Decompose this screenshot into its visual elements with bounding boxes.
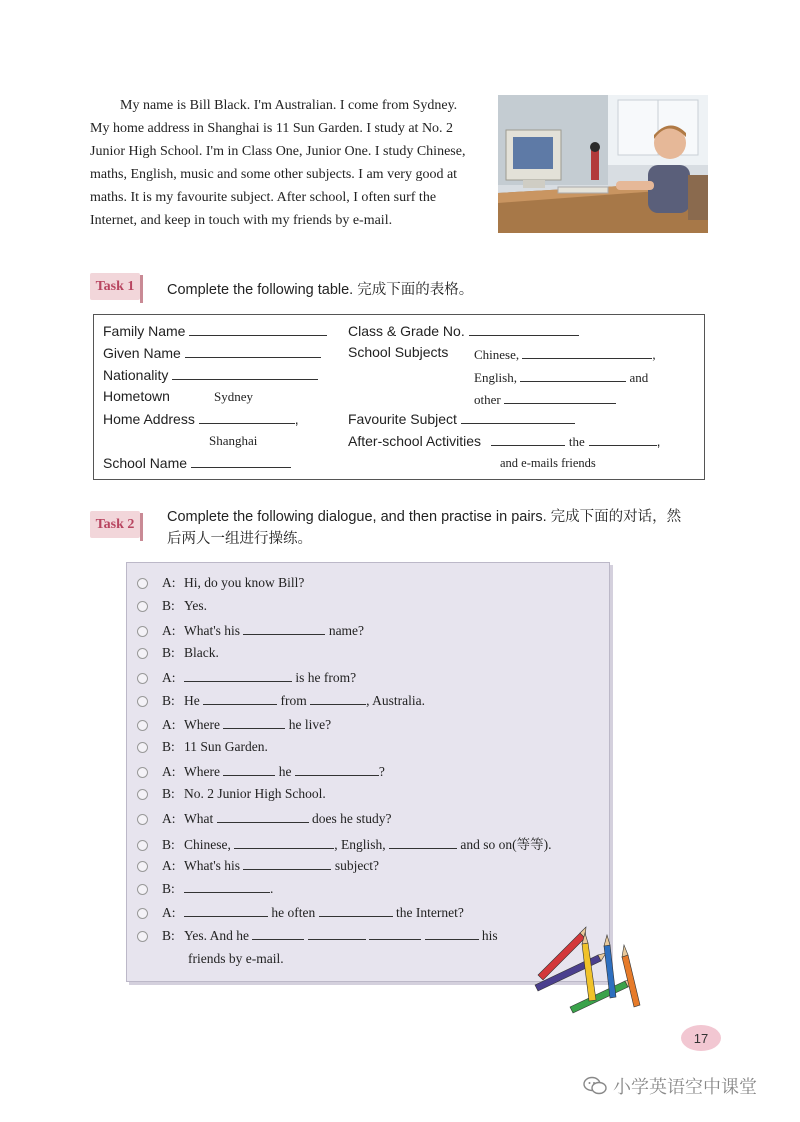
dialogue-text: Chinese, <box>184 837 231 852</box>
nationality-label: Nationality <box>103 367 169 383</box>
answer-blank[interactable] <box>310 692 366 705</box>
subject-chinese: Chinese, <box>474 347 520 362</box>
answer-blank[interactable] <box>234 836 334 849</box>
info-table <box>93 314 705 480</box>
dialogue-line <box>137 880 273 900</box>
boy-at-computer-photo <box>498 95 708 233</box>
dialogue-text: , Australia. <box>366 693 425 708</box>
dialogue-text: from <box>280 693 307 708</box>
dialogue-text: Yes. <box>184 598 208 613</box>
subject-blank-1[interactable] <box>522 345 652 359</box>
family-name-row <box>103 322 327 339</box>
dialogue-line <box>137 763 385 783</box>
answer-blank[interactable] <box>389 836 457 849</box>
intro-paragraph <box>90 94 490 232</box>
after-school-blank-2[interactable] <box>589 432 657 446</box>
bullet-icon <box>137 720 148 731</box>
favourite-subject-blank[interactable] <box>461 410 575 424</box>
answer-blank[interactable] <box>223 763 275 776</box>
speaker: B: <box>162 837 175 852</box>
dialogue-text: What's his <box>184 623 241 638</box>
home-address-blank[interactable] <box>199 410 295 424</box>
dialogue-text: 11 Sun Garden. <box>184 739 268 754</box>
after-the: the <box>568 434 585 449</box>
after-school-blank-1[interactable] <box>491 432 565 446</box>
home-address-row <box>103 410 299 427</box>
dialogue-text: name? <box>328 623 365 638</box>
dialogue-line <box>137 833 552 853</box>
dialogue-line <box>137 598 207 618</box>
dialogue-text: does he study? <box>312 811 392 826</box>
dialogue-text: No. 2 Junior High School. <box>184 786 326 801</box>
dialogue-text: he <box>278 764 292 779</box>
bullet-icon <box>137 626 148 637</box>
dialogue-line <box>137 692 425 712</box>
answer-blank[interactable] <box>295 763 379 776</box>
comma: , <box>656 433 661 449</box>
dialogue-text: his <box>481 928 498 943</box>
intro-line: My name is Bill Black. I'm Australian. I come from Sydney. <box>120 98 458 113</box>
dialogue-text: , English, <box>334 837 386 852</box>
bullet-icon <box>137 696 148 707</box>
answer-blank[interactable] <box>184 669 292 682</box>
intro-line: maths. It is my favourite subject. After school, I often surf the <box>90 190 437 205</box>
task1-instruction: Complete the following table. 完成下面的表格。 <box>167 282 474 298</box>
family-name-blank[interactable] <box>189 322 327 336</box>
bullet-icon <box>137 861 148 872</box>
bullet-icon <box>137 884 148 895</box>
speaker: A: <box>162 623 176 638</box>
hometown-label: Hometown <box>103 388 170 404</box>
dialogue-line <box>137 904 464 924</box>
answer-blank[interactable] <box>243 622 325 635</box>
after-school-label: After-school Activities <box>348 433 482 449</box>
subject-other: other <box>474 392 501 407</box>
comma: , <box>652 347 656 362</box>
home-address-value: Shanghai <box>209 433 258 448</box>
nationality-row <box>103 366 318 383</box>
after-emails: and e-mails friends <box>500 456 596 470</box>
task2-instruction <box>167 506 727 550</box>
bullet-icon <box>137 767 148 778</box>
bullet-icon <box>137 673 148 684</box>
hometown-value: Sydney <box>214 389 253 404</box>
bullet-icon <box>137 931 148 942</box>
subject-blank-2[interactable] <box>520 368 626 382</box>
bullet-icon <box>137 840 148 851</box>
speaker: A: <box>162 717 176 732</box>
answer-blank[interactable] <box>223 716 285 729</box>
answer-blank[interactable] <box>217 810 309 823</box>
subject-english: English, <box>474 370 517 385</box>
dialogue-text: Where <box>184 764 220 779</box>
class-grade-blank[interactable] <box>469 322 579 336</box>
dialogue-line <box>137 575 304 595</box>
dialogue-text: What's his <box>184 858 241 873</box>
class-grade-row <box>348 322 579 339</box>
dialogue-line <box>137 810 391 830</box>
school-name-row <box>103 454 291 471</box>
answer-blank[interactable] <box>369 927 421 940</box>
speaker: B: <box>162 928 175 943</box>
dialogue-line <box>137 739 268 759</box>
watermark <box>583 1073 757 1099</box>
speaker: A: <box>162 858 176 873</box>
dialogue-text: . <box>270 881 274 896</box>
bullet-icon <box>137 601 148 612</box>
dialogue-text: he live? <box>288 717 332 732</box>
family-name-label: Family Name <box>103 323 186 339</box>
subject-and: and <box>629 370 649 385</box>
favourite-subject-label: Favourite Subject <box>348 411 457 427</box>
dialogue-line <box>137 857 379 877</box>
dialogue-text: Hi, do you know Bill? <box>184 575 305 590</box>
speaker: A: <box>162 670 176 685</box>
dialogue-line <box>137 927 498 947</box>
given-name-blank[interactable] <box>185 344 321 358</box>
subjects-english-row <box>474 368 648 386</box>
dialogue-text: the Internet? <box>395 905 464 920</box>
answer-blank[interactable] <box>308 927 366 940</box>
speaker: B: <box>162 645 175 660</box>
intro-line: maths, English, music and some other subjects. I am very good at <box>90 167 458 182</box>
page-number: 17 <box>681 1025 721 1051</box>
dialogue-text: Where <box>184 717 220 732</box>
given-name-row <box>103 344 321 361</box>
class-grade-label: Class & Grade No. <box>348 323 465 339</box>
speaker: A: <box>162 764 176 779</box>
favourite-subject-row <box>348 410 575 427</box>
task2-tag: Task 2 <box>90 511 140 538</box>
bullet-icon <box>137 742 148 753</box>
dialogue-line <box>137 645 219 665</box>
intro-line: My home address in Shanghai is 11 Sun Garden. I study at No. 2 <box>90 121 454 136</box>
answer-blank[interactable] <box>243 857 331 870</box>
answer-blank[interactable] <box>252 927 304 940</box>
subjects-other-row <box>474 390 616 408</box>
dialogue-text: he often <box>271 905 316 920</box>
answer-blank[interactable] <box>184 880 270 893</box>
dialogue-text: He <box>184 693 200 708</box>
task2-instruction-line: Complete the following dialogue, and then practise in pairs. 完成下面的对话，然 <box>167 509 682 525</box>
bullet-icon <box>137 648 148 659</box>
bullet-icon <box>137 814 148 825</box>
speaker: B: <box>162 598 175 613</box>
bullet-icon <box>137 908 148 919</box>
bullet-icon <box>137 578 148 589</box>
dialogue-text: is he from? <box>295 670 357 685</box>
speaker: B: <box>162 881 175 896</box>
home-address-label: Home Address <box>103 411 195 427</box>
dialogue-line <box>137 669 356 689</box>
dialogue-text: friends by e-mail. <box>188 951 284 966</box>
answer-blank[interactable] <box>203 692 277 705</box>
wechat-icon <box>583 1076 607 1096</box>
intro-line: Junior High School. I'm in Class One, Junior One. I study Chinese, <box>90 144 466 159</box>
comma: , <box>294 411 299 427</box>
given-name-label: Given Name <box>103 345 181 361</box>
subject-blank-3[interactable] <box>504 390 616 404</box>
school-name-label: School Name <box>103 455 188 471</box>
pencils-icon <box>530 915 660 1015</box>
dialogue-text: and so on(等等). <box>460 837 552 852</box>
dialogue-text: Black. <box>184 645 219 660</box>
nationality-blank[interactable] <box>172 366 318 380</box>
dialogue-line <box>188 951 284 971</box>
task2-instruction-line: 后两人一组进行操练。 <box>167 531 312 547</box>
speaker: A: <box>162 811 176 826</box>
dialogue-line <box>137 622 364 642</box>
dialogue-line <box>137 716 331 736</box>
dialogue-text: ? <box>378 764 385 779</box>
bullet-icon <box>137 789 148 800</box>
speaker: B: <box>162 693 175 708</box>
task1-tag: Task 1 <box>90 273 140 300</box>
dialogue-text: Yes. And he <box>184 928 250 943</box>
dialogue-text: What <box>184 811 214 826</box>
school-subjects-label: School Subjects <box>348 344 449 360</box>
subjects-chinese-row <box>474 345 656 363</box>
speaker: B: <box>162 739 175 754</box>
answer-blank[interactable] <box>319 904 393 917</box>
answer-blank[interactable] <box>425 927 479 940</box>
watermark-text: 小学英语空中课堂 <box>613 1077 757 1098</box>
dialogue-line <box>137 786 326 806</box>
school-name-blank[interactable] <box>191 454 291 468</box>
speaker: B: <box>162 786 175 801</box>
speaker: A: <box>162 905 176 920</box>
after-school-row <box>348 432 661 450</box>
dialogue-text: subject? <box>334 858 380 873</box>
intro-line: Internet, and keep in touch with my friends by e-mail. <box>90 213 393 228</box>
speaker: A: <box>162 575 176 590</box>
answer-blank[interactable] <box>184 904 268 917</box>
